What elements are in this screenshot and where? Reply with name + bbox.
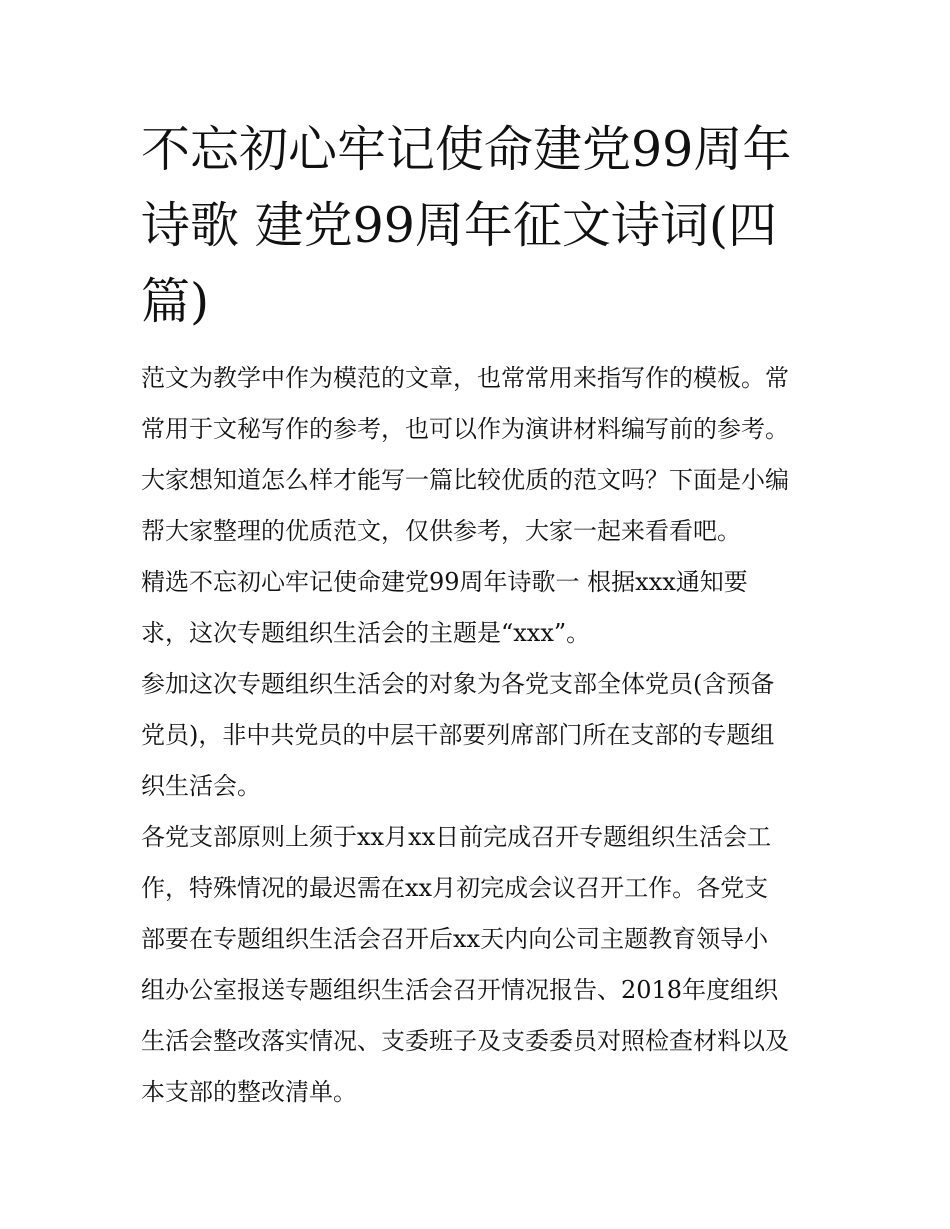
text-line: 党员)，非中共党员的中层干部要列席部门所在支部的专题组 (141, 721, 775, 749)
text-line: 各党支部原则上须于xx月xx日前完成召开专题组织生活会工 (141, 823, 772, 851)
text-line: 参加这次专题组织生活会的对象为各党支部全体党员(含预备 (141, 670, 775, 698)
text-line: 生活会整改落实情况、支委班子及支委委员对照检查材料以及 (141, 1027, 789, 1055)
text-line: 组办公室报送专题组织生活会召开情况报告、2018年度组织 (141, 976, 779, 1004)
intro-paragraph (141, 353, 816, 557)
text-line: 帮大家整理的优质范文，仅供参考，大家一起来看看吧。 (141, 517, 741, 545)
text-line: 大家想知道怎么样才能写一篇比较优质的范文吗？下面是小编 (141, 466, 789, 494)
title-line: 诗歌 建党99周年征文诗词(四 (141, 197, 778, 254)
document-content (141, 112, 816, 1118)
text-line: 范文为教学中作为模范的文章，也常常用来指写作的模板。常 (141, 364, 789, 392)
text-line: 精选不忘初心牢记使命建党99周年诗歌一 根据xxx通知要 (141, 568, 748, 596)
document-body (141, 353, 816, 1118)
participants-paragraph (141, 659, 816, 812)
text-line: 常用于文秘写作的参考，也可以作为演讲材料编写前的参考。 (141, 415, 789, 443)
theme-paragraph (141, 557, 816, 659)
title-line: 不忘初心牢记使命建党99周年 (141, 121, 792, 178)
text-line: 织生活会。 (141, 772, 261, 800)
title-line: 篇) (141, 273, 210, 330)
text-line: 部要在专题组织生活会召开后xx天内向公司主题教育领导小 (141, 925, 769, 953)
schedule-paragraph (141, 812, 816, 1118)
text-line: 本支部的整改清单。 (141, 1078, 357, 1106)
text-line: 求，这次专题组织生活会的主题是“xxx”。 (141, 619, 591, 647)
document-title (141, 112, 816, 340)
text-line: 作，特殊情况的最迟需在xx月初完成会议召开工作。各党支 (141, 874, 769, 902)
